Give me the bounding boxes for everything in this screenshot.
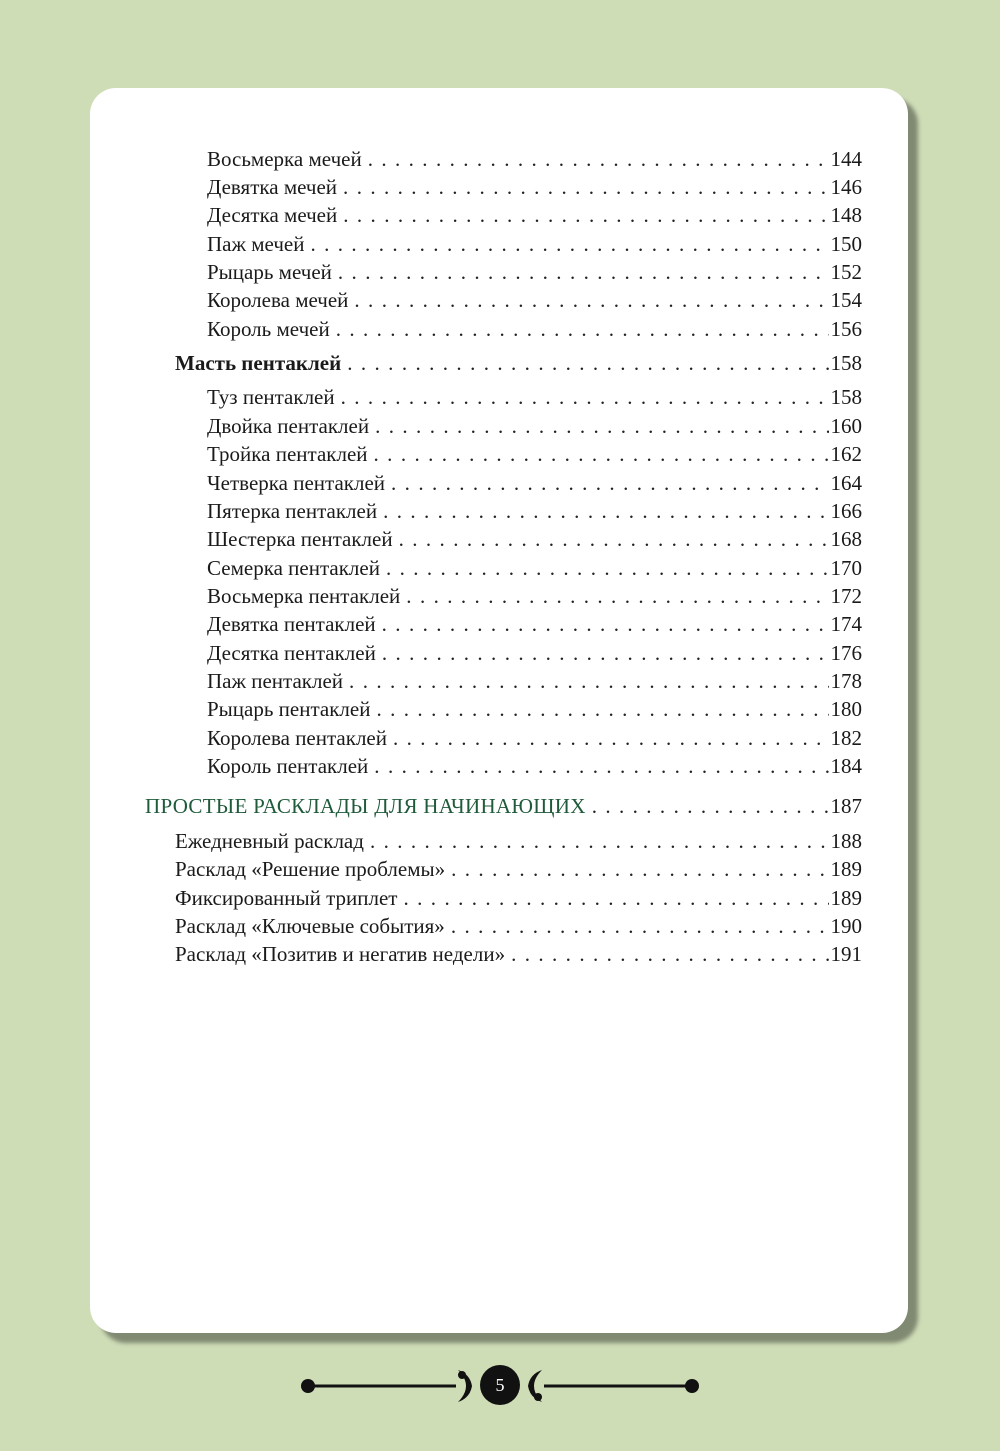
dot-leader [370,827,829,855]
dot-leader [386,554,829,582]
toc-entry-page: 158 [830,351,862,375]
toc-entry-page: 160 [830,414,862,438]
toc-entry-page: 176 [830,641,862,665]
toc-entry-page: 164 [830,471,862,495]
ornament-right-curl [534,1393,542,1401]
dot-leader [310,230,828,258]
toc-chapter-entry[interactable] [145,792,862,820]
dot-leader [451,855,828,883]
toc-entry[interactable] [175,827,862,855]
toc-entry-title: Четверка пентаклей [207,471,386,495]
toc-entry-title: Ежедневный расклад [175,829,364,853]
toc-entry[interactable] [207,554,862,582]
toc-entry-page: 154 [830,288,862,312]
toc-entry[interactable] [207,286,862,314]
dot-leader [349,667,828,695]
toc-entry[interactable] [207,145,862,173]
dot-leader [511,940,828,968]
toc-entry-title: Расклад «Решение проблемы» [175,857,446,881]
toc-entry[interactable] [207,230,862,258]
toc-entry[interactable] [207,315,862,343]
ornament-right-dot [685,1379,699,1393]
dot-leader [343,201,828,229]
toc-entry[interactable] [207,525,862,553]
dot-leader [376,695,828,723]
toc-entry[interactable] [207,412,862,440]
dot-leader [374,752,828,780]
toc-entry[interactable] [207,610,862,638]
toc-entry-page: 189 [830,886,862,910]
dot-leader [382,610,829,638]
toc-entry[interactable] [207,469,862,497]
dot-leader [399,525,829,553]
toc-entry[interactable] [207,582,862,610]
dot-leader [451,912,829,940]
dot-leader [404,884,829,912]
dot-leader [338,258,829,286]
toc-entry-title: Тройка пентаклей [207,442,368,466]
toc-entry-title: Королева пентаклей [207,726,387,750]
toc-entry[interactable] [207,440,862,468]
toc-entry-title: Рыцарь пентаклей [207,697,371,721]
toc-entry[interactable] [207,258,862,286]
toc-entry-page: 190 [830,914,862,938]
toc-entry[interactable] [207,173,862,201]
toc-entry-title: Десятка пентаклей [207,641,376,665]
toc-entry-title: Фиксированный триплет [175,886,398,910]
toc-entry-page: 148 [830,203,862,227]
dot-leader [383,497,828,525]
toc-entry-page: 152 [830,260,862,284]
toc-entry[interactable] [207,667,862,695]
toc-entry-page: 162 [830,442,862,466]
toc-entry-page: 180 [830,697,862,721]
page-card [90,88,908,1333]
toc-entry[interactable] [207,695,862,723]
toc-entry-title: Королева мечей [207,288,349,312]
toc-entry[interactable] [207,383,862,411]
toc-entry-title: Король мечей [207,317,330,341]
toc-entry-title: Король пентаклей [207,754,369,778]
toc-entry-page: 178 [830,669,862,693]
dot-leader [375,412,828,440]
ornament-left-curl [458,1371,466,1379]
dot-leader [592,792,829,820]
toc-entry[interactable] [175,884,862,912]
toc-entry-title: Паж мечей [207,232,305,256]
dot-leader [406,582,828,610]
toc-entry-page: 146 [830,175,862,199]
toc-entry[interactable] [175,855,862,883]
toc-entry[interactable] [207,752,862,780]
toc-entry[interactable] [207,497,862,525]
toc-entry-page: 170 [830,556,862,580]
dot-leader [393,724,829,752]
toc-entry[interactable] [175,912,862,940]
dot-leader [336,315,829,343]
dot-leader [354,286,828,314]
dot-leader [374,440,829,468]
toc-entry-page: 191 [830,942,862,966]
toc-entry-page: 158 [830,385,862,409]
dot-leader [343,173,828,201]
toc-entry[interactable] [175,940,862,968]
toc-entry-page: 187 [830,794,862,818]
toc-entry-page: 166 [830,499,862,523]
dot-leader [382,639,829,667]
dot-leader [347,349,828,377]
toc-entry-page: 172 [830,584,862,608]
toc-entry-title: Восьмерка пентаклей [207,584,401,608]
toc-entry-title: Расклад «Ключевые события» [175,914,445,938]
toc-entry-title: Масть пентаклей [175,351,342,375]
toc-entry-title: Двойка пентаклей [207,414,370,438]
toc-entry[interactable] [207,639,862,667]
toc-entry-page: 184 [830,754,862,778]
toc-entry-title: Шестерка пентаклей [207,527,393,551]
toc-entry[interactable] [207,724,862,752]
toc-entry-title: Семерка пентаклей [207,556,380,580]
page-number: 5 [480,1365,520,1405]
toc-entry-title: Девятка мечей [207,175,338,199]
toc-entry-title: Паж пентаклей [207,669,344,693]
toc-section-entry[interactable] [175,349,862,377]
toc-entry-page: 156 [830,317,862,341]
toc-entry-title: Десятка мечей [207,203,338,227]
toc-entry-title: Туз пентаклей [207,385,335,409]
toc-entry-title: Восьмерка мечей [207,147,362,171]
toc-entry-page: 144 [830,147,862,171]
toc-entry-page: 182 [830,726,862,750]
dot-leader [341,383,829,411]
toc-entry-title: Рыцарь мечей [207,260,332,284]
toc-entry-page: 150 [830,232,862,256]
toc-entry-page: 188 [830,829,862,853]
toc-entry-page: 174 [830,612,862,636]
toc-entry[interactable] [207,201,862,229]
toc-entry-title: Девятка пентаклей [207,612,376,636]
toc-chapter-title: ПРОСТЫЕ РАСКЛАДЫ ДЛЯ НАЧИНАЮЩИХ [145,794,586,818]
toc-entry-page: 189 [830,857,862,881]
toc-entry-title: Пятерка пентаклей [207,499,378,523]
toc-entry-title: Расклад «Позитив и негатив недели» [175,942,506,966]
toc-entry-page: 168 [830,527,862,551]
dot-leader [391,469,828,497]
dot-leader [368,145,829,173]
